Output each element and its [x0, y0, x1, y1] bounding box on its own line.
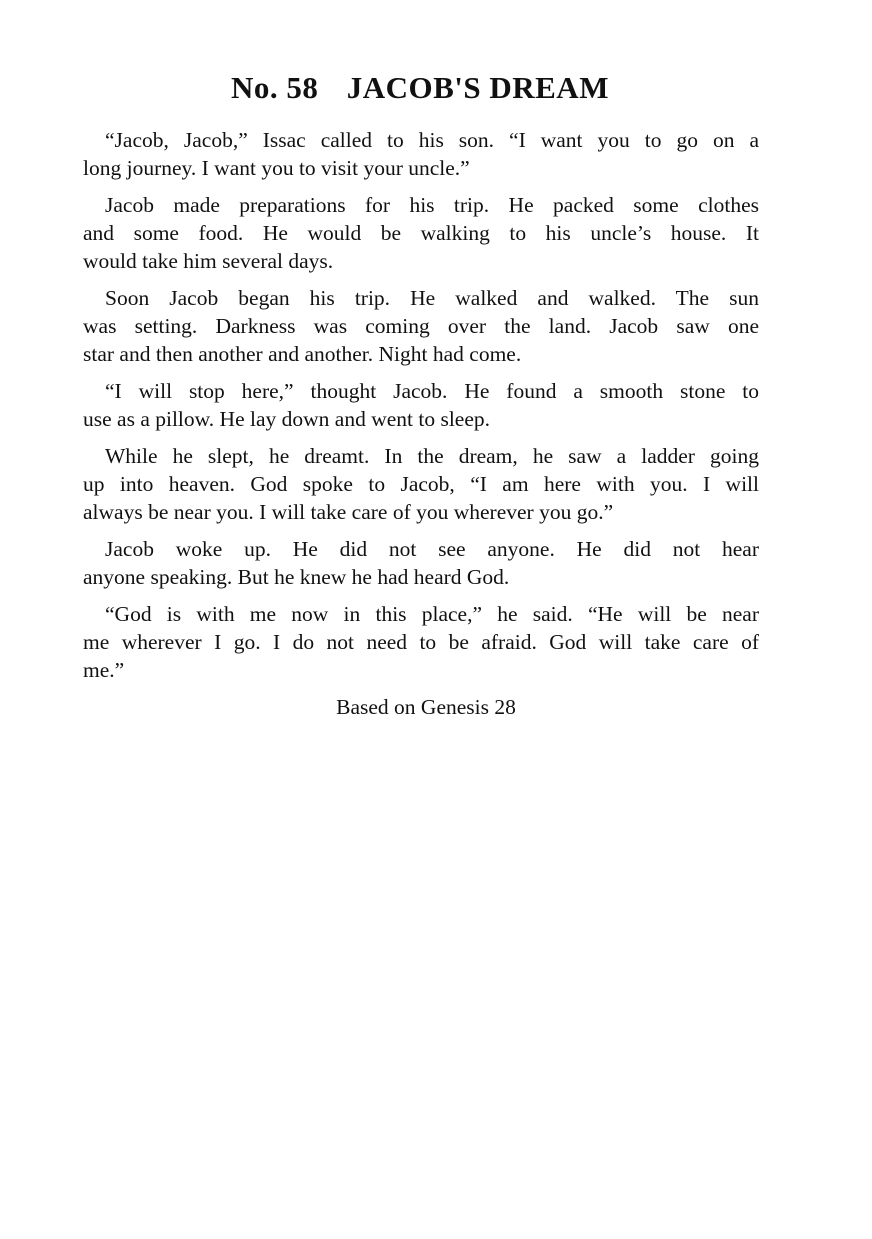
text-line: Jacob woke up. He did not see anyone. He did not hear — [105, 537, 759, 561]
text-line: use as a pillow. He lay down and went to sleep. — [83, 407, 491, 431]
text-line: While he slept, he dreamt. In the dream, he saw a ladder going — [105, 444, 759, 468]
text-line: “God is with me now in this place,” he said. “He will be near — [105, 602, 759, 626]
text-line: and some food. He would be walking to his uncle’s house. It — [83, 221, 759, 245]
paragraph — [83, 600, 759, 684]
text-line: star and then another and another. Night had come. — [83, 342, 522, 366]
text-line: me.” — [83, 658, 125, 682]
text-line: always be near you. I will take care of you wherever you go.” — [83, 500, 614, 524]
source-citation: Based on Genesis 28 — [336, 695, 516, 719]
story-body — [83, 126, 759, 721]
paragraph — [83, 284, 759, 368]
text-line: up into heaven. God spoke to Jacob, “I am here with you. I will — [83, 472, 759, 496]
story-title: JACOB'S DREAM — [346, 70, 609, 105]
text-line: would take him several days. — [83, 249, 334, 273]
text-line: me wherever I go. I do not need to be afraid. God will take care of — [83, 630, 759, 654]
text-line: “I will stop here,” thought Jacob. He found a smooth stone to — [105, 379, 759, 403]
text-line: long journey. I want you to visit your uncle.” — [83, 156, 470, 180]
text-line: Soon Jacob began his trip. He walked and walked. The sun — [105, 286, 759, 310]
text-line: “Jacob, Jacob,” Issac called to his son. “I want you to go on a — [105, 128, 759, 152]
paragraph — [83, 377, 759, 433]
paragraph — [83, 126, 759, 182]
text-line: anyone speaking. But he knew he had heard God. — [83, 565, 510, 589]
paragraph — [83, 442, 759, 526]
text-line: was setting. Darkness was coming over the land. Jacob saw one — [83, 314, 759, 338]
paragraph — [83, 535, 759, 591]
page-title — [0, 70, 840, 106]
paragraph — [83, 191, 759, 275]
story-number: No. 58 — [231, 70, 319, 105]
text-line: Jacob made preparations for his trip. He packed some clothes — [105, 193, 759, 217]
